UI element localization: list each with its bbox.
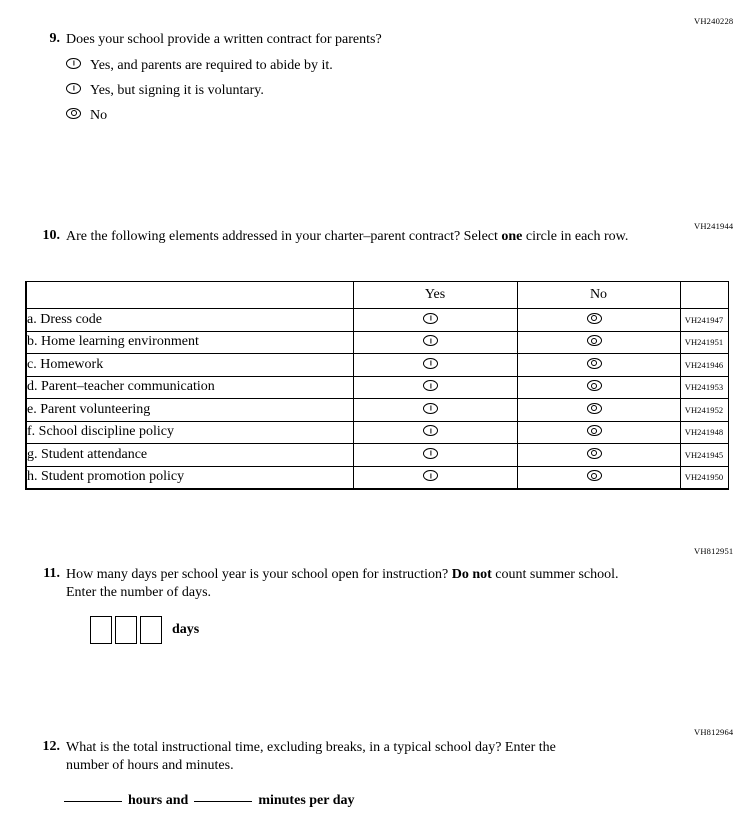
question-11-text-before: How many days per school year is your school open for instruction? [66,567,452,582]
table-row [26,421,728,444]
question-10-text-emphasis: one [501,229,523,244]
option-label: Yes, and parents are required to abide by it. [90,57,333,73]
table-row [26,376,728,399]
digit-box-1[interactable] [90,616,112,644]
radio-bubble-no-icon[interactable] [587,358,602,369]
matrix-row-code: VH241951 [680,331,728,354]
question-12-text: What is the total instructional time, excluding breaks, in a typical school day? Enter the number of hours and minutes. [66,740,556,773]
item-code-q12: VH812964 [694,727,734,737]
radio-bubble-no-icon[interactable] [587,470,602,481]
matrix-cell-no[interactable] [517,444,680,467]
question-12-number: 12. [42,739,60,754]
item-code-q10: VH241944 [694,221,734,231]
question-11-text [66,566,642,602]
question-9-options [66,58,678,124]
matrix-row-code: VH241953 [680,376,728,399]
matrix-row-label: d. Parent–teacher communication [26,376,353,399]
question-9-block [38,31,678,124]
item-code-q9: VH240228 [694,16,734,26]
matrix-header-no: No [517,282,680,309]
radio-bubble-no-icon[interactable] [587,335,602,346]
matrix-cell-yes[interactable] [353,376,517,399]
matrix-cell-no[interactable] [517,421,680,444]
question-11-answer-boxes [90,616,642,644]
matrix-cell-yes[interactable] [353,399,517,422]
question-11-text-emphasis: Do not [451,567,492,582]
question-12-block [32,739,602,809]
matrix-cell-no[interactable] [517,331,680,354]
matrix-cell-yes[interactable] [353,309,517,332]
radio-bubble-no-icon[interactable] [587,403,602,414]
matrix-row-code: VH241945 [680,444,728,467]
matrix-cell-no[interactable] [517,354,680,377]
matrix-cell-no[interactable] [517,376,680,399]
option-label: No [90,107,108,123]
hours-input-blank[interactable] [64,801,122,802]
table-row [26,399,728,422]
matrix-cell-yes[interactable] [353,331,517,354]
matrix-row-code: VH241950 [680,466,728,489]
digit-box-2[interactable] [115,616,137,644]
matrix-row-label: f. School discipline policy [26,421,353,444]
radio-bubble-yes-icon[interactable] [423,380,438,391]
matrix-cell-yes[interactable] [353,466,517,489]
radio-bubble-no-icon[interactable] [587,448,602,459]
radio-bubble-no-icon[interactable] [587,425,602,436]
radio-bubble-yes-icon[interactable] [423,470,438,481]
radio-bubble-yes-icon[interactable] [423,425,438,436]
question-11-number: 11. [43,566,60,581]
matrix-cell-no[interactable] [517,309,680,332]
matrix-row-code: VH241947 [680,309,728,332]
question-10-matrix-wrap [25,281,729,490]
radio-bubble-yes-icon[interactable] [423,335,438,346]
question-9-number: 9. [49,31,60,46]
matrix-cell-yes[interactable] [353,354,517,377]
radio-bubble-a-icon[interactable] [66,58,81,69]
matrix-header-blank [26,282,353,309]
matrix-row-label: g. Student attendance [26,444,353,467]
question-12-answer-line [58,793,602,809]
radio-bubble-no-icon[interactable] [587,313,602,324]
digit-box-3[interactable] [140,616,162,644]
days-label: days [172,621,200,637]
table-row [26,466,728,489]
table-row [26,444,728,467]
question-10-block [32,228,632,246]
question-10-matrix [25,281,729,490]
minutes-label: minutes per day [258,792,355,808]
table-row [26,309,728,332]
option-row[interactable] [66,58,678,74]
table-row [26,331,728,354]
question-10-text-after: circle in each row. [522,229,629,244]
matrix-row-label: e. Parent volunteering [26,399,353,422]
matrix-row-code: VH241948 [680,421,728,444]
matrix-cell-no[interactable] [517,466,680,489]
option-row[interactable] [66,83,678,99]
matrix-row-label: c. Homework [26,354,353,377]
matrix-cell-yes[interactable] [353,421,517,444]
question-11-block [32,566,642,644]
question-11-text-after: count summer school. Enter the number of days. [66,567,619,600]
radio-bubble-b-icon[interactable] [66,83,81,94]
matrix-row-label: h. Student promotion policy [26,466,353,489]
question-10-number: 10. [42,228,60,243]
matrix-header-yes: Yes [353,282,517,309]
matrix-row-label: b. Home learning environment [26,331,353,354]
option-label: Yes, but signing it is voluntary. [90,82,264,98]
radio-bubble-yes-icon[interactable] [423,403,438,414]
matrix-row-code: VH241952 [680,399,728,422]
radio-bubble-no-icon[interactable] [587,380,602,391]
radio-bubble-c-icon[interactable] [66,108,81,119]
matrix-cell-yes[interactable] [353,444,517,467]
radio-bubble-yes-icon[interactable] [423,358,438,369]
table-row [26,354,728,377]
item-code-q11: VH812951 [694,546,734,556]
matrix-row-code: VH241946 [680,354,728,377]
question-10-text-before: Are the following elements addressed in your charter–parent contract? Select [66,229,502,244]
radio-bubble-yes-icon[interactable] [423,448,438,459]
matrix-cell-no[interactable] [517,399,680,422]
matrix-row-label: a. Dress code [26,309,353,332]
question-10-text [66,228,628,246]
matrix-header-row [26,282,728,309]
minutes-input-blank[interactable] [194,801,252,802]
option-row[interactable] [66,108,678,124]
radio-bubble-yes-icon[interactable] [423,313,438,324]
matrix-header-code [680,282,728,309]
hours-label: hours and [128,792,189,808]
question-9-text: Does your school provide a written contract for parents? [66,32,382,47]
